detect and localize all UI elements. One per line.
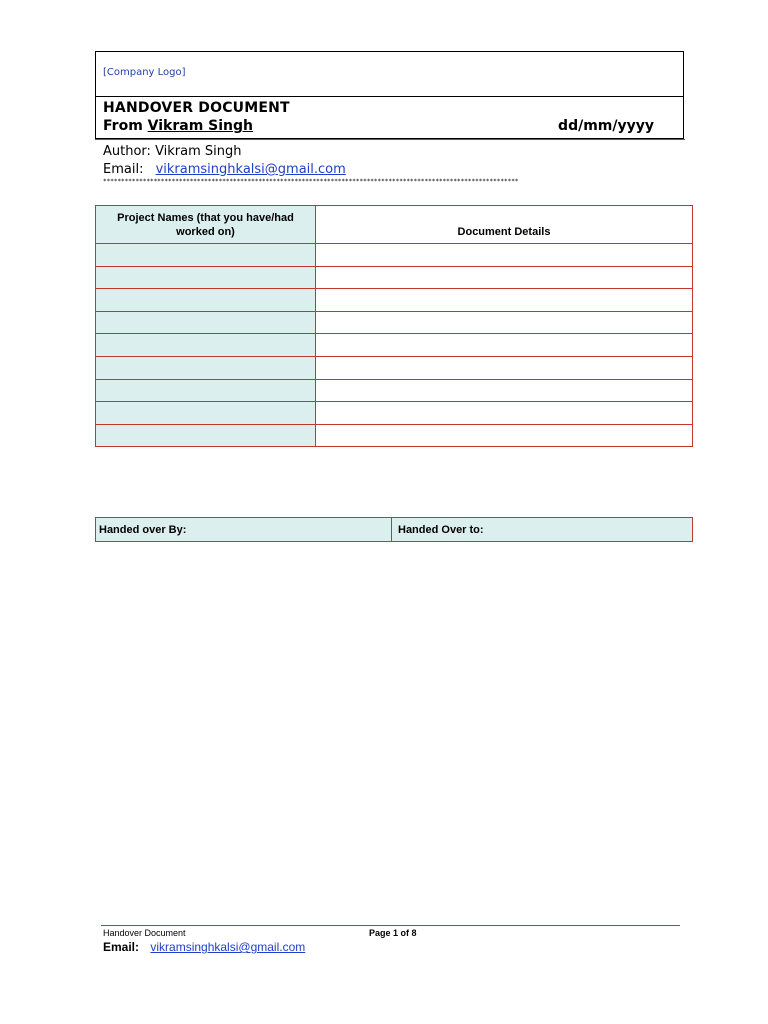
star-separator: *******************************************************************************************************************: [103, 178, 519, 185]
document-details-cell[interactable]: [316, 379, 693, 402]
table-row: [96, 289, 693, 312]
project-name-cell[interactable]: [96, 424, 316, 447]
footer-doc-name: Handover Document: [103, 928, 186, 938]
document-details-cell[interactable]: [316, 356, 693, 379]
header-divider: [95, 139, 685, 140]
footer-email-link[interactable]: vikramsinghkalsi@gmail.com: [150, 940, 306, 954]
document-details-cell[interactable]: [316, 402, 693, 425]
project-name-cell[interactable]: [96, 379, 316, 402]
footer-page-number: Page 1 of 8: [369, 928, 417, 938]
handed-over-to-cell[interactable]: Handed Over to:: [392, 518, 693, 542]
document-title: HANDOVER DOCUMENT: [103, 100, 290, 116]
project-names-header: Project Names (that you have/had worked on): [96, 206, 316, 244]
project-name-cell[interactable]: [96, 266, 316, 289]
header-box: [95, 51, 684, 139]
table-row: [96, 356, 693, 379]
project-name-cell[interactable]: [96, 334, 316, 357]
project-name-cell[interactable]: [96, 289, 316, 312]
email-line: [103, 162, 346, 177]
document-details-cell[interactable]: [316, 244, 693, 267]
document-details-cell[interactable]: [316, 424, 693, 447]
table-row: [96, 311, 693, 334]
project-name-cell[interactable]: [96, 244, 316, 267]
company-logo-placeholder: [Company Logo]: [103, 67, 186, 78]
table-row: [96, 379, 693, 402]
projects-table: [95, 205, 693, 447]
from-name: Vikram Singh: [147, 118, 254, 134]
date-placeholder: dd/mm/yyyy: [558, 118, 654, 134]
email-link[interactable]: vikramsinghkalsi@gmail.com: [155, 162, 346, 177]
handed-over-by-cell[interactable]: Handed over By:: [96, 518, 392, 542]
table-row: [96, 244, 693, 267]
project-name-cell[interactable]: [96, 311, 316, 334]
footer-divider: [101, 925, 680, 926]
document-details-cell[interactable]: [316, 266, 693, 289]
from-label: From: [103, 118, 143, 134]
projects-table-header: [96, 206, 693, 244]
from-line: [103, 118, 253, 134]
table-row: [96, 424, 693, 447]
table-row: [96, 402, 693, 425]
handover-row: [96, 518, 693, 542]
handover-table: [95, 517, 693, 542]
document-details-cell[interactable]: [316, 334, 693, 357]
author-line: [103, 144, 242, 159]
project-name-cell[interactable]: [96, 356, 316, 379]
author-label: Author:: [103, 144, 151, 159]
table-row: [96, 266, 693, 289]
document-details-cell[interactable]: [316, 289, 693, 312]
document-details-cell[interactable]: [316, 311, 693, 334]
table-row: [96, 334, 693, 357]
footer-email-label: Email:: [103, 940, 140, 954]
project-name-cell[interactable]: [96, 402, 316, 425]
email-label: Email:: [103, 162, 144, 177]
footer-email-line: [103, 940, 305, 954]
author-name: Vikram Singh: [155, 144, 242, 159]
logo-row: [96, 52, 683, 97]
document-details-header: Document Details: [316, 206, 693, 244]
